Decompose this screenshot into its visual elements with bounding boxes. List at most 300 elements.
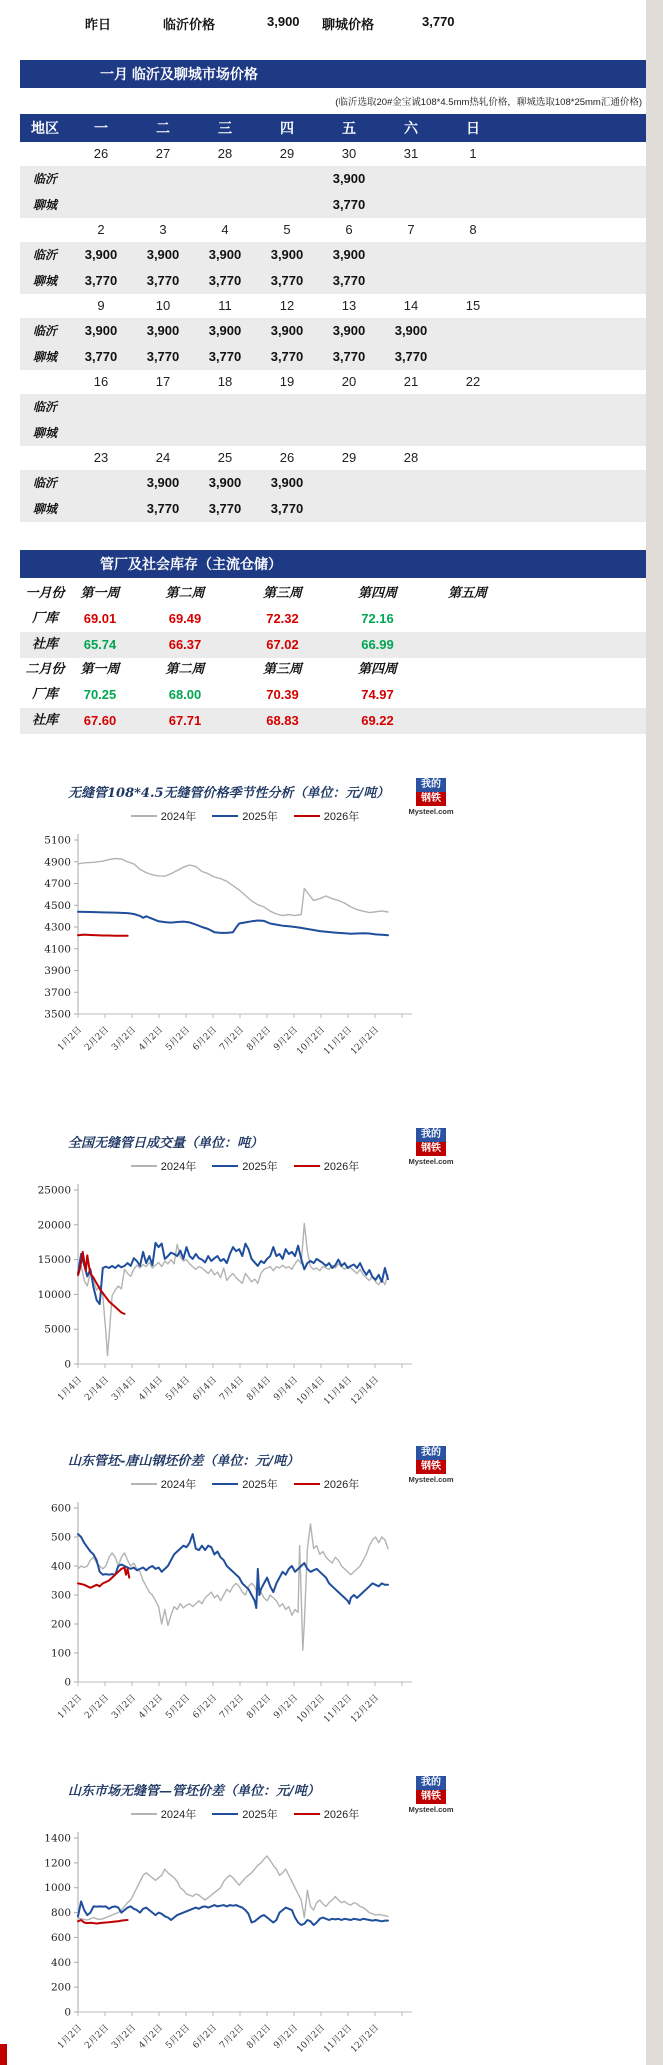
svg-text:3月4日: 3月4日 xyxy=(110,1375,139,1403)
row-label-linyi: 临沂 xyxy=(32,476,57,490)
legend-item xyxy=(212,808,277,824)
chart-legend xyxy=(60,1806,430,1822)
date-row xyxy=(20,142,646,166)
series-2024年 xyxy=(78,1524,388,1650)
svg-text:10月2日: 10月2日 xyxy=(295,1693,328,1726)
week-header: 第一周 xyxy=(80,586,120,601)
mysteel-logo-mark xyxy=(416,778,446,806)
row-label-liaocheng: 聊城 xyxy=(32,198,57,212)
legend-line-swatch xyxy=(212,815,238,817)
legend-item xyxy=(131,1476,196,1492)
mysteel-logo-mark xyxy=(416,1128,446,1156)
price-cell: 3,770 xyxy=(270,273,304,288)
price-cell xyxy=(380,242,442,268)
chart-legend xyxy=(60,1158,430,1174)
logo-domain-text: Mysteel.com xyxy=(408,807,454,816)
price-cell: 3,900 xyxy=(270,475,304,490)
date-cell: 12 xyxy=(279,298,295,313)
date-cell: 1 xyxy=(469,146,477,161)
svg-text:600: 600 xyxy=(50,1931,71,1944)
week-price-block xyxy=(20,318,646,370)
svg-text:10月4日: 10月4日 xyxy=(295,1375,328,1408)
inventory-row-social xyxy=(20,708,646,734)
svg-text:4700: 4700 xyxy=(44,878,71,890)
svg-text:200: 200 xyxy=(50,1618,71,1631)
legend-line-swatch xyxy=(294,1483,320,1485)
price-cell xyxy=(132,166,194,192)
price-row-liaocheng xyxy=(20,420,646,446)
week-price-block xyxy=(20,166,646,218)
date-cell: 26 xyxy=(93,146,109,161)
price-cell: 3,770 xyxy=(84,273,118,288)
svg-text:12月2日: 12月2日 xyxy=(349,2023,382,2056)
weekday-header: 一 xyxy=(94,120,108,136)
date-cell: 23 xyxy=(93,450,109,465)
price-cell: 3,770 xyxy=(84,349,118,364)
price-row-linyi xyxy=(20,318,646,344)
inventory-value: 66.99 xyxy=(361,637,394,652)
price-cell xyxy=(442,192,504,218)
legend-label: 2025年 xyxy=(242,1809,278,1821)
date-cell: 4 xyxy=(221,222,229,237)
liaocheng-price-value: 3,770 xyxy=(422,14,455,29)
svg-text:1200: 1200 xyxy=(44,1857,71,1870)
price-cell: 3,770 xyxy=(146,273,180,288)
svg-text:11月4日: 11月4日 xyxy=(322,1375,355,1408)
chart-billet-spread xyxy=(0,1446,663,1758)
series-2025年 xyxy=(78,912,388,936)
svg-text:3900: 3900 xyxy=(44,965,71,977)
logo-text-top: 我的 xyxy=(421,779,441,790)
svg-text:1月4日: 1月4日 xyxy=(56,1375,85,1403)
price-cell xyxy=(380,192,442,218)
svg-text:15000: 15000 xyxy=(37,1254,71,1267)
date-cell: 25 xyxy=(217,450,233,465)
price-cell xyxy=(380,420,442,446)
legend-line-swatch xyxy=(212,1165,238,1167)
svg-text:3月2日: 3月2日 xyxy=(110,2023,139,2051)
series-2026年 xyxy=(78,1568,129,1588)
price-cell xyxy=(318,420,380,446)
region-column-header: 地区 xyxy=(31,120,59,136)
svg-text:8月2日: 8月2日 xyxy=(245,1693,274,1721)
weekday-header: 日 xyxy=(466,120,480,136)
svg-text:400: 400 xyxy=(50,1956,71,1969)
week-header: 第四周 xyxy=(357,586,397,601)
svg-text:3700: 3700 xyxy=(44,986,71,999)
date-cell xyxy=(442,446,504,470)
row-label-linyi: 临沂 xyxy=(32,400,57,414)
price-cell: 3,770 xyxy=(332,197,366,212)
price-cell: 3,900 xyxy=(84,323,118,338)
inventory-month-header xyxy=(20,658,646,682)
logo-domain-text: Mysteel.com xyxy=(408,1805,454,1814)
date-cell: 5 xyxy=(283,222,291,237)
legend-item xyxy=(212,1806,277,1822)
svg-text:1月2日: 1月2日 xyxy=(56,2023,85,2051)
price-row-linyi xyxy=(20,470,646,496)
weekday-header: 二 xyxy=(156,120,170,136)
chart-legend xyxy=(60,1476,430,1492)
price-cell xyxy=(380,496,442,522)
section-header-inventory xyxy=(20,550,646,578)
svg-text:0: 0 xyxy=(64,1676,71,1689)
legend-label: 2024年 xyxy=(160,811,197,823)
svg-text:3500: 3500 xyxy=(44,1008,71,1021)
svg-text:1400: 1400 xyxy=(44,1832,71,1845)
date-cell: 26 xyxy=(279,450,295,465)
date-cell: 14 xyxy=(403,298,419,313)
date-cell: 19 xyxy=(279,374,295,389)
legend-item xyxy=(212,1476,277,1492)
price-cell xyxy=(442,166,504,192)
week-price-block xyxy=(20,470,646,522)
inventory-value: 67.71 xyxy=(168,713,202,728)
svg-text:4300: 4300 xyxy=(44,921,71,934)
price-cell: 3,770 xyxy=(208,273,242,288)
inventory-value: 65.74 xyxy=(83,637,117,652)
inventory-value: 72.16 xyxy=(361,611,394,626)
weekday-header: 六 xyxy=(404,120,418,136)
svg-text:4月2日: 4月2日 xyxy=(137,1693,166,1721)
svg-text:4月4日: 4月4日 xyxy=(137,1375,166,1403)
week-header: 第三周 xyxy=(262,586,302,601)
logo-text-top: 我的 xyxy=(421,1777,441,1788)
week-header: 第三周 xyxy=(262,662,302,677)
date-cell: 27 xyxy=(155,146,171,161)
legend-item xyxy=(212,1158,277,1174)
price-cell xyxy=(70,394,132,420)
price-row-linyi xyxy=(20,166,646,192)
svg-text:25000: 25000 xyxy=(37,1184,71,1197)
svg-text:1月2日: 1月2日 xyxy=(56,1025,85,1053)
price-row-linyi xyxy=(20,242,646,268)
svg-text:12月2日: 12月2日 xyxy=(349,1025,382,1058)
svg-text:5000: 5000 xyxy=(44,1323,71,1336)
row-label-liaocheng: 聊城 xyxy=(32,426,57,440)
svg-text:200: 200 xyxy=(50,1981,71,1994)
row-label-linyi: 临沂 xyxy=(32,248,57,262)
date-cell: 20 xyxy=(341,374,357,389)
week-header: 第二周 xyxy=(165,586,205,601)
svg-text:600: 600 xyxy=(50,1502,71,1515)
price-cell xyxy=(194,420,256,446)
price-cell xyxy=(132,420,194,446)
section-title: 一月 临沂及聊城市场价格 xyxy=(100,66,258,82)
price-cell: 3,900 xyxy=(84,247,118,262)
price-cell: 3,770 xyxy=(208,349,242,364)
legend-label: 2024年 xyxy=(160,1161,197,1173)
price-cell xyxy=(256,192,318,218)
svg-text:7月2日: 7月2日 xyxy=(218,1693,247,1721)
inventory-value: 67.60 xyxy=(83,713,117,728)
inventory-value: 69.01 xyxy=(83,611,117,626)
calendar-header-row xyxy=(20,114,646,142)
svg-text:8月2日: 8月2日 xyxy=(245,1025,274,1053)
logo-text-bottom: 钢铁 xyxy=(416,1460,446,1474)
inventory-value: 67.02 xyxy=(266,637,299,652)
inventory-table xyxy=(20,582,646,734)
date-cell: 2 xyxy=(97,222,105,237)
svg-text:7月2日: 7月2日 xyxy=(218,2023,247,2051)
date-cell: 28 xyxy=(403,450,419,465)
week-header xyxy=(430,658,505,682)
svg-text:2月4日: 2月4日 xyxy=(83,1375,112,1403)
svg-text:4900: 4900 xyxy=(44,856,71,869)
legend-item xyxy=(294,1476,359,1492)
svg-text:7月4日: 7月4日 xyxy=(218,1375,247,1403)
price-cell xyxy=(442,344,504,370)
legend-item xyxy=(294,1158,359,1174)
price-cell: 3,900 xyxy=(208,475,242,490)
inventory-value xyxy=(430,682,505,708)
logo-text-bottom: 钢铁 xyxy=(416,1790,446,1804)
price-cell: 3,770 xyxy=(208,501,242,516)
row-label: 厂库 xyxy=(31,611,58,626)
price-cell: 3,770 xyxy=(146,349,180,364)
date-row xyxy=(20,446,646,470)
svg-text:5月4日: 5月4日 xyxy=(164,1375,193,1403)
svg-text:5月2日: 5月2日 xyxy=(164,1693,193,1721)
price-cell xyxy=(318,470,380,496)
price-cell xyxy=(318,496,380,522)
weekday-header: 五 xyxy=(342,120,356,136)
svg-text:0: 0 xyxy=(64,2006,71,2019)
svg-text:9月2日: 9月2日 xyxy=(272,1693,301,1721)
price-cell xyxy=(132,394,194,420)
legend-label: 2026年 xyxy=(323,811,360,823)
price-cell: 3,770 xyxy=(332,349,366,364)
svg-text:6月4日: 6月4日 xyxy=(191,1375,220,1403)
svg-text:8月4日: 8月4日 xyxy=(245,1375,274,1403)
price-cell xyxy=(256,420,318,446)
inventory-row-social xyxy=(20,632,646,658)
price-cell: 3,900 xyxy=(394,323,428,338)
legend-label: 2026年 xyxy=(323,1809,360,1821)
svg-text:4月2日: 4月2日 xyxy=(137,2023,166,2051)
price-cell xyxy=(256,166,318,192)
price-cell xyxy=(70,166,132,192)
section-header-market-price xyxy=(20,60,646,88)
inventory-value xyxy=(430,708,505,734)
inventory-value: 68.00 xyxy=(168,687,202,702)
svg-text:5月2日: 5月2日 xyxy=(164,1025,193,1053)
price-cell xyxy=(380,394,442,420)
date-cell: 21 xyxy=(403,374,419,389)
price-calendar-table xyxy=(20,114,646,522)
price-cell xyxy=(442,420,504,446)
date-cell: 10 xyxy=(155,298,171,313)
svg-text:6月2日: 6月2日 xyxy=(191,2023,220,2051)
date-cell: 16 xyxy=(93,374,109,389)
legend-line-swatch xyxy=(131,1165,157,1167)
price-row-linyi xyxy=(20,394,646,420)
price-cell xyxy=(70,192,132,218)
price-cell xyxy=(70,496,132,522)
logo-text-bottom: 钢铁 xyxy=(416,1142,446,1156)
date-row-spacer xyxy=(20,370,70,394)
legend-label: 2026年 xyxy=(323,1479,360,1491)
svg-text:10月2日: 10月2日 xyxy=(295,2023,328,2056)
svg-text:10月2日: 10月2日 xyxy=(295,1025,328,1058)
date-cell: 11 xyxy=(218,298,232,313)
svg-text:6月2日: 6月2日 xyxy=(191,1025,220,1053)
svg-text:5月2日: 5月2日 xyxy=(164,2023,193,2051)
price-cell xyxy=(380,268,442,294)
date-cell: 22 xyxy=(465,374,481,389)
week-header: 第五周 xyxy=(447,586,487,601)
row-label-linyi: 临沂 xyxy=(32,324,57,338)
chart-title: 无缝管108*4.5无缝管价格季节性分析（单位：元/吨） xyxy=(68,786,390,801)
svg-text:3月2日: 3月2日 xyxy=(110,1693,139,1721)
red-corner-mark xyxy=(0,2044,7,2065)
logo-text-bottom: 钢铁 xyxy=(416,792,446,806)
price-cell: 3,900 xyxy=(270,247,304,262)
date-cell: 15 xyxy=(465,298,481,313)
inventory-value: 69.22 xyxy=(361,713,394,728)
month-label: 一月份 xyxy=(25,586,65,601)
svg-text:2月2日: 2月2日 xyxy=(83,1025,112,1053)
price-cell xyxy=(70,470,132,496)
date-row xyxy=(20,294,646,318)
inventory-value: 72.32 xyxy=(266,611,299,626)
date-row xyxy=(20,370,646,394)
legend-line-swatch xyxy=(294,1165,320,1167)
row-label-linyi: 临沂 xyxy=(32,172,57,186)
week-header: 第二周 xyxy=(165,662,205,677)
row-label-liaocheng: 聊城 xyxy=(32,350,57,364)
legend-line-swatch xyxy=(294,1813,320,1815)
row-label-liaocheng: 聊城 xyxy=(32,502,57,516)
price-row-liaocheng xyxy=(20,344,646,370)
svg-text:4500: 4500 xyxy=(44,899,71,912)
weekday-header: 三 xyxy=(218,120,232,136)
svg-text:11月2日: 11月2日 xyxy=(322,1025,355,1058)
svg-text:12月2日: 12月2日 xyxy=(349,1693,382,1726)
svg-text:11月2日: 11月2日 xyxy=(322,2023,355,2056)
chart-plot xyxy=(0,1176,663,1434)
price-cell xyxy=(442,394,504,420)
row-label: 厂库 xyxy=(31,687,58,702)
section-title: 管厂及社会库存（主流仓储） xyxy=(100,556,282,572)
svg-text:9月4日: 9月4日 xyxy=(272,1375,301,1403)
legend-item xyxy=(131,1158,196,1174)
price-cell xyxy=(442,268,504,294)
price-cell: 3,900 xyxy=(208,247,242,262)
price-row-liaocheng xyxy=(20,496,646,522)
date-row-spacer xyxy=(20,218,70,242)
price-cell xyxy=(194,166,256,192)
inventory-value: 66.37 xyxy=(168,637,202,652)
svg-text:2月2日: 2月2日 xyxy=(83,2023,112,2051)
price-cell xyxy=(318,394,380,420)
svg-text:400: 400 xyxy=(50,1560,71,1573)
price-row-liaocheng xyxy=(20,192,646,218)
svg-text:10000: 10000 xyxy=(37,1288,71,1301)
row-label-liaocheng: 聊城 xyxy=(32,274,57,288)
date-cell: 7 xyxy=(407,222,415,237)
legend-item xyxy=(131,808,196,824)
linyi-price-value: 3,900 xyxy=(267,14,300,29)
legend-label: 2025年 xyxy=(242,1479,278,1491)
price-cell: 3,770 xyxy=(270,349,304,364)
svg-text:3月2日: 3月2日 xyxy=(110,1025,139,1053)
price-cell xyxy=(380,470,442,496)
svg-text:0: 0 xyxy=(64,1358,71,1371)
price-row-liaocheng xyxy=(20,268,646,294)
chart-title: 山东管坯-唐山钢坯价差（单位：元/吨） xyxy=(68,1454,300,1469)
legend-label: 2026年 xyxy=(323,1161,360,1173)
inventory-row-factory xyxy=(20,682,646,708)
chart-price-seasonality xyxy=(0,778,663,1090)
price-cell xyxy=(442,318,504,344)
svg-text:2月2日: 2月2日 xyxy=(83,1693,112,1721)
date-row-spacer xyxy=(20,446,70,470)
price-cell xyxy=(380,166,442,192)
logo-domain-text: Mysteel.com xyxy=(408,1475,454,1484)
legend-line-swatch xyxy=(131,815,157,817)
inventory-month-header xyxy=(20,582,646,606)
legend-line-swatch xyxy=(294,815,320,817)
logo-text-top: 我的 xyxy=(421,1447,441,1458)
weekday-header: 四 xyxy=(280,120,294,136)
date-cell: 31 xyxy=(403,146,419,161)
svg-text:4100: 4100 xyxy=(44,943,71,956)
mysteel-logo-mark xyxy=(416,1446,446,1474)
inventory-row-factory xyxy=(20,606,646,632)
price-cell: 3,770 xyxy=(146,501,180,516)
price-cell: 3,900 xyxy=(146,323,180,338)
linyi-price-label: 临沂价格 xyxy=(163,17,216,32)
date-cell: 3 xyxy=(159,222,167,237)
svg-text:500: 500 xyxy=(50,1531,71,1544)
price-cell xyxy=(442,496,504,522)
svg-text:100: 100 xyxy=(50,1647,71,1660)
date-cell: 18 xyxy=(217,374,233,389)
price-cell: 3,900 xyxy=(332,247,366,262)
price-cell: 3,900 xyxy=(332,323,366,338)
inventory-value: 70.25 xyxy=(83,687,117,702)
date-cell: 13 xyxy=(341,298,357,313)
logo-domain-text: Mysteel.com xyxy=(408,1157,454,1166)
date-cell: 29 xyxy=(279,146,295,161)
mysteel-logo-mark xyxy=(416,1776,446,1804)
price-cell xyxy=(194,394,256,420)
svg-text:11月2日: 11月2日 xyxy=(322,1693,355,1726)
liaocheng-price-label: 聊城价格 xyxy=(322,17,375,32)
price-cell: 3,900 xyxy=(270,323,304,338)
week-price-block xyxy=(20,394,646,446)
price-cell xyxy=(132,192,194,218)
series-2025年 xyxy=(78,1901,388,1925)
week-header: 第四周 xyxy=(357,662,397,677)
price-cell xyxy=(70,420,132,446)
chart-plot xyxy=(0,826,663,1084)
inventory-value: 68.83 xyxy=(266,713,299,728)
price-cell xyxy=(442,470,504,496)
price-cell: 3,770 xyxy=(394,349,428,364)
legend-line-swatch xyxy=(212,1483,238,1485)
price-cell: 3,770 xyxy=(332,273,366,288)
svg-text:1000: 1000 xyxy=(44,1882,71,1895)
series-2024年 xyxy=(78,1223,388,1355)
price-source-note: (临沂选取20#金宝诚108*4.5mm热轧价格，聊城选取108*25mm汇通价格) xyxy=(335,97,642,108)
inventory-value xyxy=(430,606,505,632)
legend-label: 2024年 xyxy=(160,1809,197,1821)
inventory-value xyxy=(430,632,505,658)
price-cell: 3,900 xyxy=(332,171,366,186)
date-cell: 17 xyxy=(155,374,171,389)
